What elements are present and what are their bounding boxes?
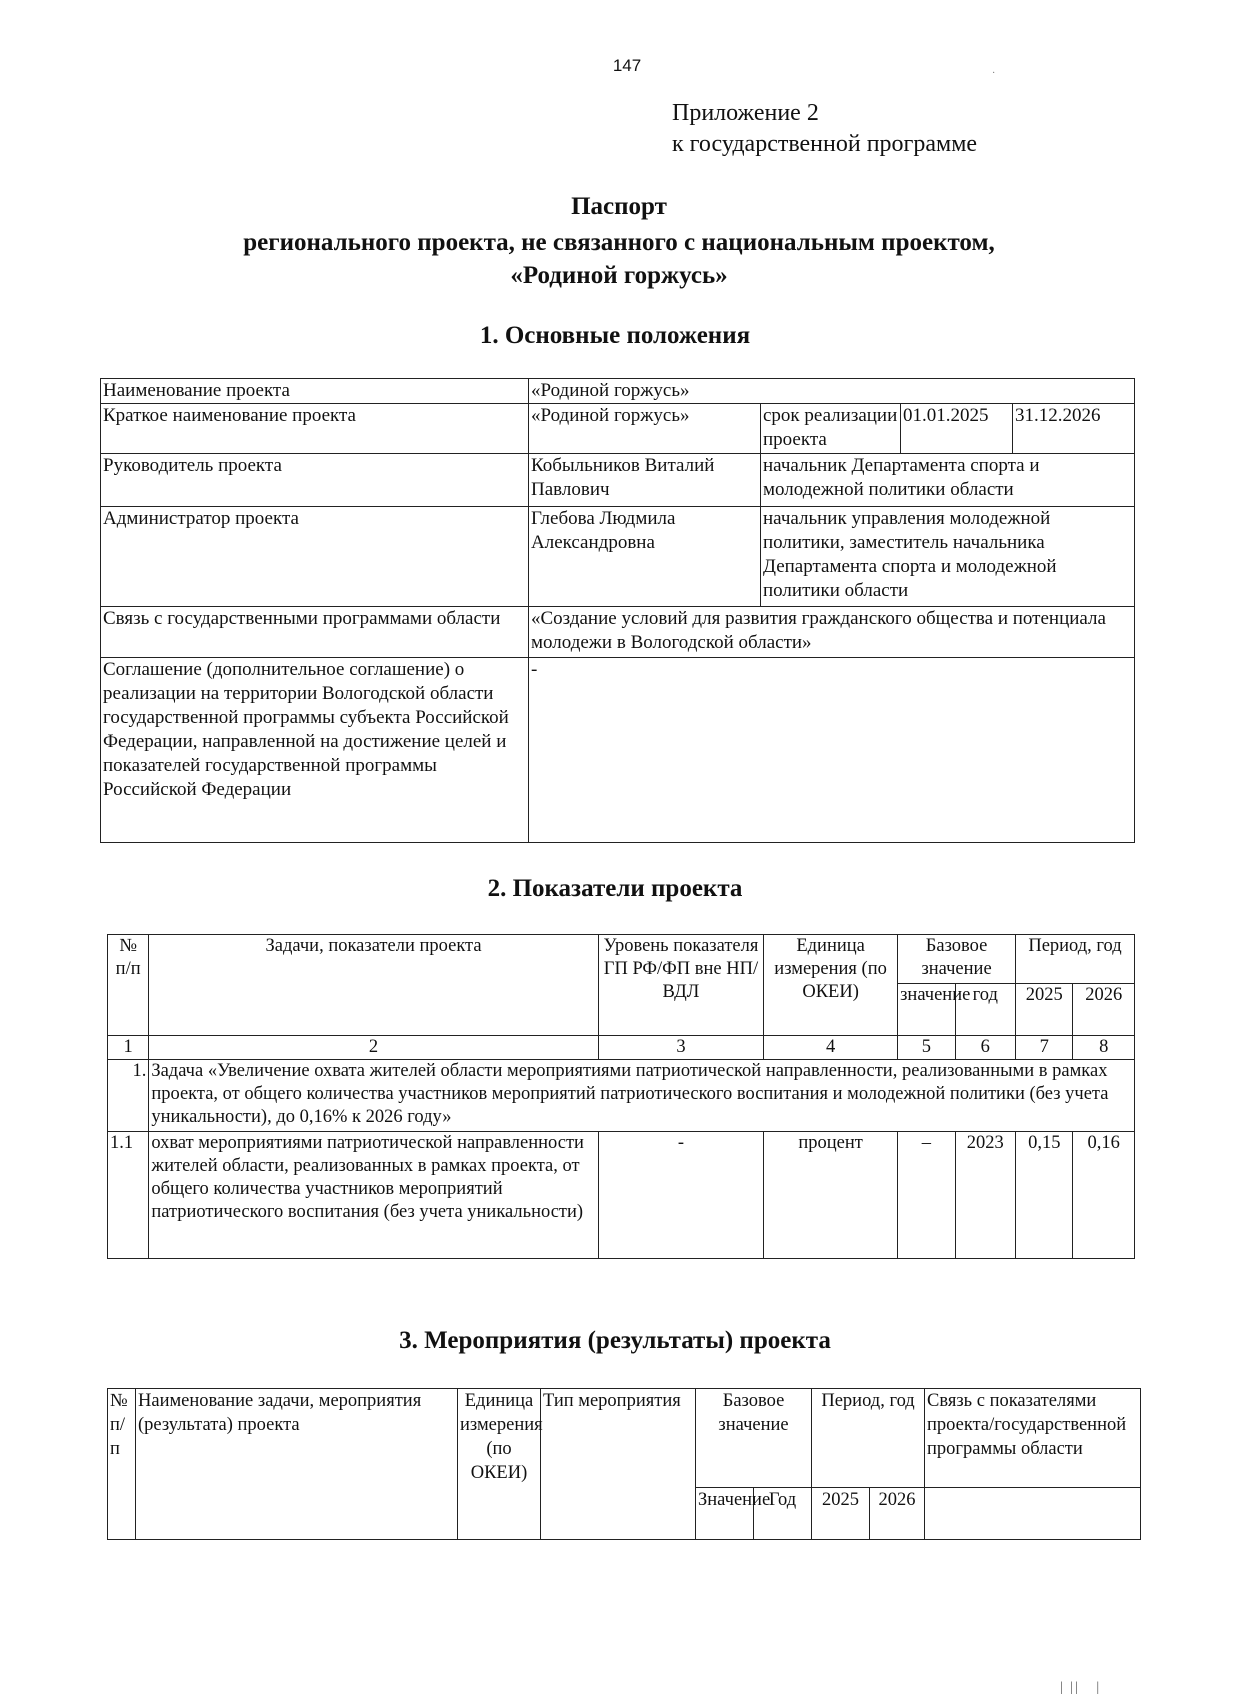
indicator-unit: процент [764, 1132, 898, 1259]
col-number: 5 [898, 1036, 955, 1060]
bottom-edge-marks: | || | [1060, 1680, 1102, 1695]
act-base-value-header: Значение [696, 1488, 754, 1540]
appendix-note [672, 98, 977, 160]
act-base-header: Базовое значение [696, 1389, 812, 1488]
col-level-header: Уровень показателя ГП РФ/ФП вне НП/ВДЛ [598, 935, 763, 1036]
term-start: 01.01.2025 [901, 404, 1013, 454]
act-period-header: Период, год [812, 1389, 925, 1488]
indicator-2025: 0,15 [1016, 1132, 1073, 1259]
appendix-line-1: Приложение 2 [672, 100, 819, 126]
indicator-name: охват мероприятиями патриотической направленности жителей области, реализованных в рамках проекта, от общего количества участников мероприятий патриотического воспитания (без учета уникальности) [149, 1132, 598, 1259]
section-3-heading: 3. Мероприятия (результаты) проекта [399, 1327, 831, 1354]
title-line-2: регионального проекта, не связанного с национальным проектом, [243, 229, 995, 256]
indicator-number: 1.1 [108, 1132, 149, 1259]
col-number: 3 [598, 1036, 763, 1060]
section-1-heading: 1. Основные положения [479, 322, 751, 349]
indicator-2026: 0,16 [1073, 1132, 1135, 1259]
col-number: 1 [108, 1036, 149, 1060]
task-text: Задача «Увеличение охвата жителей области мероприятиями патриотической направленности, реализованными в рамках проекта, от общего количества участников мероприятий патриотического воспитания и молодежной политики (без учета уникальности), до 0,16% к 2026 году» [149, 1060, 1135, 1132]
indicator-level: - [598, 1132, 763, 1259]
indicator-base-value: – [898, 1132, 955, 1259]
indicators-table [107, 934, 1135, 1259]
page-number: 147 [612, 56, 642, 75]
col-2025-header: 2025 [1016, 984, 1073, 1036]
act-base-year-header: Год [754, 1488, 812, 1540]
agreement-value: - [529, 658, 1135, 843]
title-line-1: Паспорт [571, 193, 667, 220]
short-name-value: «Родиной горжусь» [529, 404, 761, 454]
col-base-value-header: значение [898, 984, 955, 1036]
col-number: 4 [764, 1036, 898, 1060]
main-provisions-table [100, 378, 1135, 843]
act-2025-header: 2025 [812, 1488, 870, 1540]
col-period-header: Период, год [1016, 935, 1135, 984]
act-name-header: Наименование задачи, мероприятия (результата) проекта [136, 1389, 458, 1540]
project-name-label: Наименование проекта [101, 379, 529, 404]
section-2-heading: 2. Показатели проекта [487, 875, 743, 902]
col-base-header: Базовое значение [898, 935, 1016, 984]
admin-name: Глебова Людмила Александровна [529, 507, 761, 607]
act-link-subcell [925, 1488, 1141, 1540]
title-line-3: «Родиной горжусь» [510, 262, 728, 289]
admin-label: Администратор проекта [101, 507, 529, 607]
leader-position: начальник Департамента спорта и молодежной политики области [761, 454, 1135, 507]
term-label: срок реализации проекта [761, 404, 901, 454]
act-link-header: Связь с показателями проекта/государственной программы области [925, 1389, 1141, 1488]
act-2026-header: 2026 [870, 1488, 925, 1540]
col-number: 6 [955, 1036, 1015, 1060]
col-number: 8 [1073, 1036, 1135, 1060]
col-base-year-header: год [955, 984, 1015, 1036]
col-unit-header: Единица измерения (по ОКЕИ) [764, 935, 898, 1036]
act-num-header: № п/п [108, 1389, 136, 1540]
col-number: 7 [1016, 1036, 1073, 1060]
programs-link-label: Связь с государственными программами области [101, 607, 529, 658]
col-2026-header: 2026 [1073, 984, 1135, 1036]
agreement-label: Соглашение (дополнительное соглашение) о реализации на территории Вологодской области государственной программы субъекта Российской Федерации, направленной на достижение целей и показателей государственной программы Российской Федерации [101, 658, 529, 843]
appendix-line-2: к государственной программе [672, 131, 978, 157]
leader-name: Кобыльников Виталий Павлович [529, 454, 761, 507]
project-name-value: «Родиной горжусь» [529, 379, 1135, 404]
short-name-label: Краткое наименование проекта [101, 404, 529, 454]
programs-link-value: «Создание условий для развития гражданского общества и потенциала молодежи в Вологодской области» [529, 607, 1135, 658]
act-unit-header: Единица измерения (по ОКЕИ) [458, 1389, 541, 1540]
col-num-header: № п/п [108, 935, 149, 1036]
admin-position: начальник управления молодежной политики, заместитель начальника Департамента спорта и молодежной политики области [761, 507, 1135, 607]
col-number: 2 [149, 1036, 598, 1060]
activities-table [107, 1388, 1141, 1540]
scan-speck: · [992, 68, 996, 79]
act-type-header: Тип мероприятия [541, 1389, 696, 1540]
col-tasks-header: Задачи, показатели проекта [149, 935, 598, 1036]
term-end: 31.12.2026 [1013, 404, 1135, 454]
indicator-base-year: 2023 [955, 1132, 1015, 1259]
leader-label: Руководитель проекта [101, 454, 529, 507]
task-number: 1. [108, 1060, 149, 1132]
